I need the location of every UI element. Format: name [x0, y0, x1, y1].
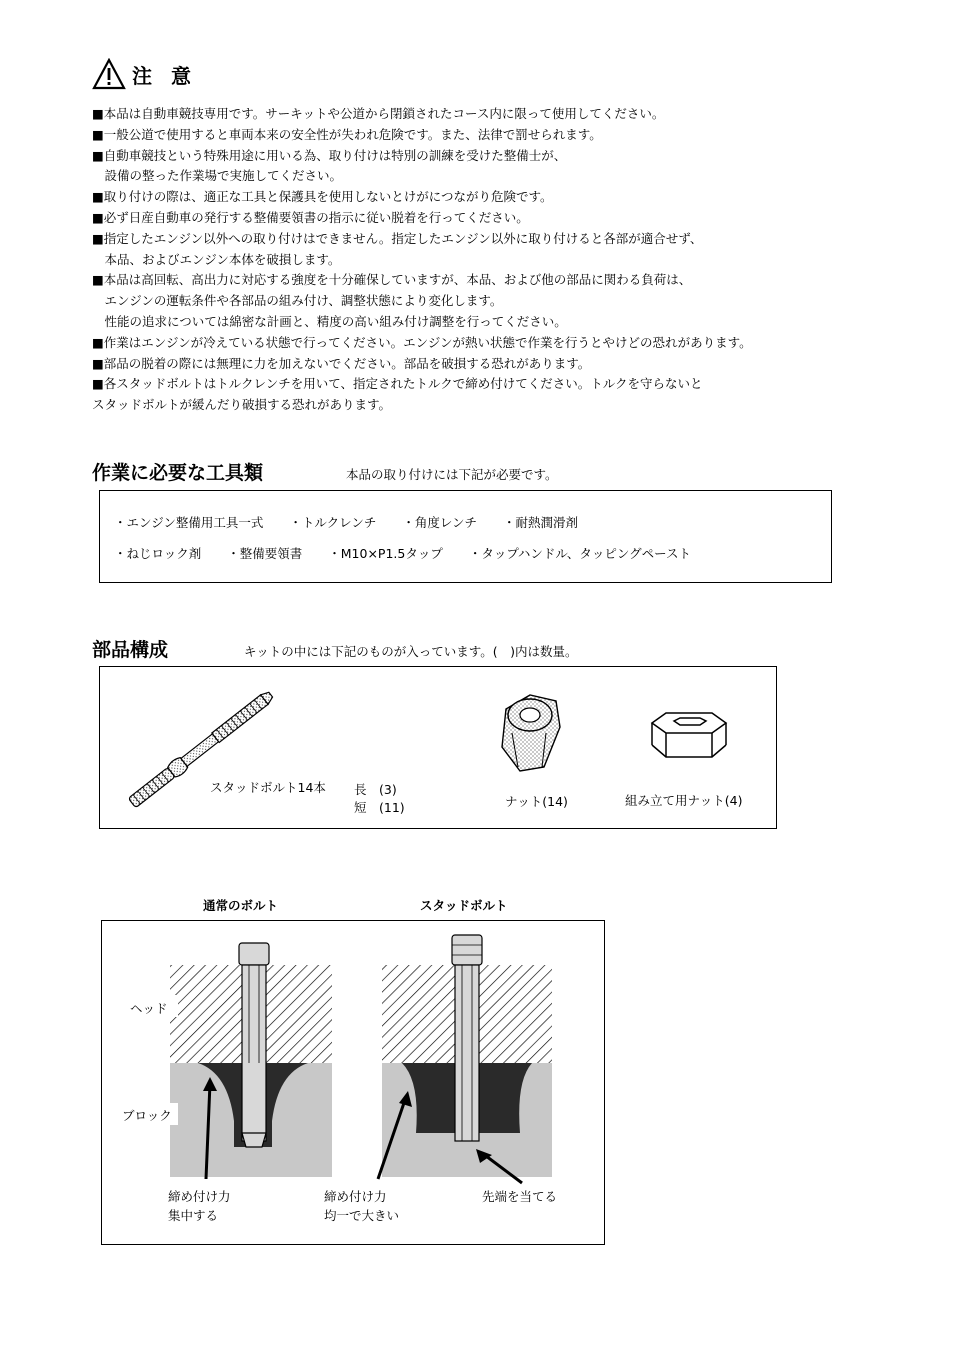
caution-line: ■本品は高回転、高出力に対応する強度を十分確保していますが、本品、および他の部品に関わる負荷は、: [92, 272, 692, 288]
tool-item: ・角度レンチ: [402, 515, 478, 530]
caution-line: 設備の整った作業場で実施してください。: [92, 168, 343, 184]
caution-line: ■本品は自動車競技専用です。サーキットや公道から閉鎖されたコース内に限って使用してください。: [92, 106, 665, 121]
tool-item: ・耐熱潤滑剤: [503, 515, 579, 530]
tool-item: ・エンジン整備用工具一式: [114, 515, 264, 530]
caution-line: スタッドボルトが緩んだり破損する恐れがあります。: [92, 397, 392, 413]
caution-line: 本品、およびエンジン本体を破損します。: [92, 251, 341, 267]
caution-line: ■部品の脱着の際には無理に力を加えないでください。部品を破損する恐れがあります。: [92, 355, 591, 371]
caution-line: ■各スタッドボルトはトルクレンチを用いて、指定されたトルクで締め付けてください。トルクを守らないと: [92, 376, 703, 392]
parts-box: [99, 666, 777, 829]
tools-row-1: [114, 513, 600, 531]
caution-header: [92, 58, 197, 90]
left-note-line-1: 締め付け力: [168, 1189, 231, 1204]
tool-item: ・トルクレンチ: [289, 515, 377, 530]
caution-line: ■取り付けの際は、適正な工具と保護具を使用しないとけがにつながり危険です。: [92, 189, 553, 205]
diagram-box: [101, 920, 605, 1245]
tools-note: 本品の取り付けには下記が必要です。: [346, 467, 558, 482]
caution-line: ■自動車競技という特殊用途に用いる為、取り付けは特別の訓練を受けた整備士が、: [92, 147, 567, 163]
tool-item: ・ねじロック剤: [114, 546, 202, 561]
parts-heading: 部品構成: [92, 639, 169, 661]
caution-line: 性能の追求については綿密な計画と、精度の高い組み付け調整を行ってください。: [92, 313, 567, 329]
diagram-title-left: 通常のボルト: [203, 898, 279, 913]
tool-item: ・タップハンドル、タッピングペースト: [468, 546, 691, 561]
tool-item: ・M10×P1.5タップ: [328, 546, 443, 561]
caution-line: ■指定したエンジン以外への取り付けはできません。指定したエンジン以外に取り付けると各部が適合せず、: [92, 230, 703, 246]
tools-row-2: [114, 544, 713, 562]
nut-icon: [502, 695, 560, 771]
normal-bolt-panel: [170, 943, 332, 1179]
block-label: ブロック: [122, 1108, 172, 1123]
assembly-nut-label: 組み立て用ナット(4): [625, 793, 743, 808]
head-label: ヘッド: [130, 1001, 168, 1016]
caution-list: [92, 104, 892, 416]
diagram-title-right: スタッドボルト: [420, 898, 508, 913]
tools-heading: 作業に必要な工具類: [92, 462, 264, 484]
mid-note-line-1: 締め付け力: [324, 1189, 387, 1204]
stud-bolt-label: スタッドボルト14本: [210, 780, 326, 795]
caution-line: ■必ず日産自動車の発行する整備要領書の指示に従い脱着を行ってください。: [92, 209, 529, 225]
stud-bolt-panel: [378, 935, 552, 1183]
caution-title: 注 意: [132, 63, 197, 88]
right-note: 先端を当てる: [482, 1189, 558, 1204]
tool-item: ・整備要領書: [227, 546, 303, 561]
left-note-line-2: 集中する: [168, 1208, 219, 1223]
nut-label: ナット(14): [505, 794, 568, 809]
warning-icon: [92, 58, 126, 90]
tools-box: [99, 490, 832, 583]
long-count: 長 (3): [354, 782, 397, 797]
caution-line: ■作業はエンジンが冷えている状態で行ってください。エンジンが熱い状態で作業を行うとやけどの恐れがあります。: [92, 334, 752, 350]
caution-line: ■一般公道で使用すると車両本来の安全性が失われ危険です。また、法律で罰せられます。: [92, 126, 602, 142]
caution-line: エンジンの運転条件や各部品の組み付け、調整状態により変化します。: [92, 293, 503, 309]
parts-note: キットの中には下記のものが入っています。( )内は数量。: [244, 644, 578, 659]
assembly-nut-icon: [652, 713, 726, 757]
mid-note-line-2: 均一で大きい: [324, 1208, 400, 1223]
short-count: 短 (11): [354, 800, 405, 815]
